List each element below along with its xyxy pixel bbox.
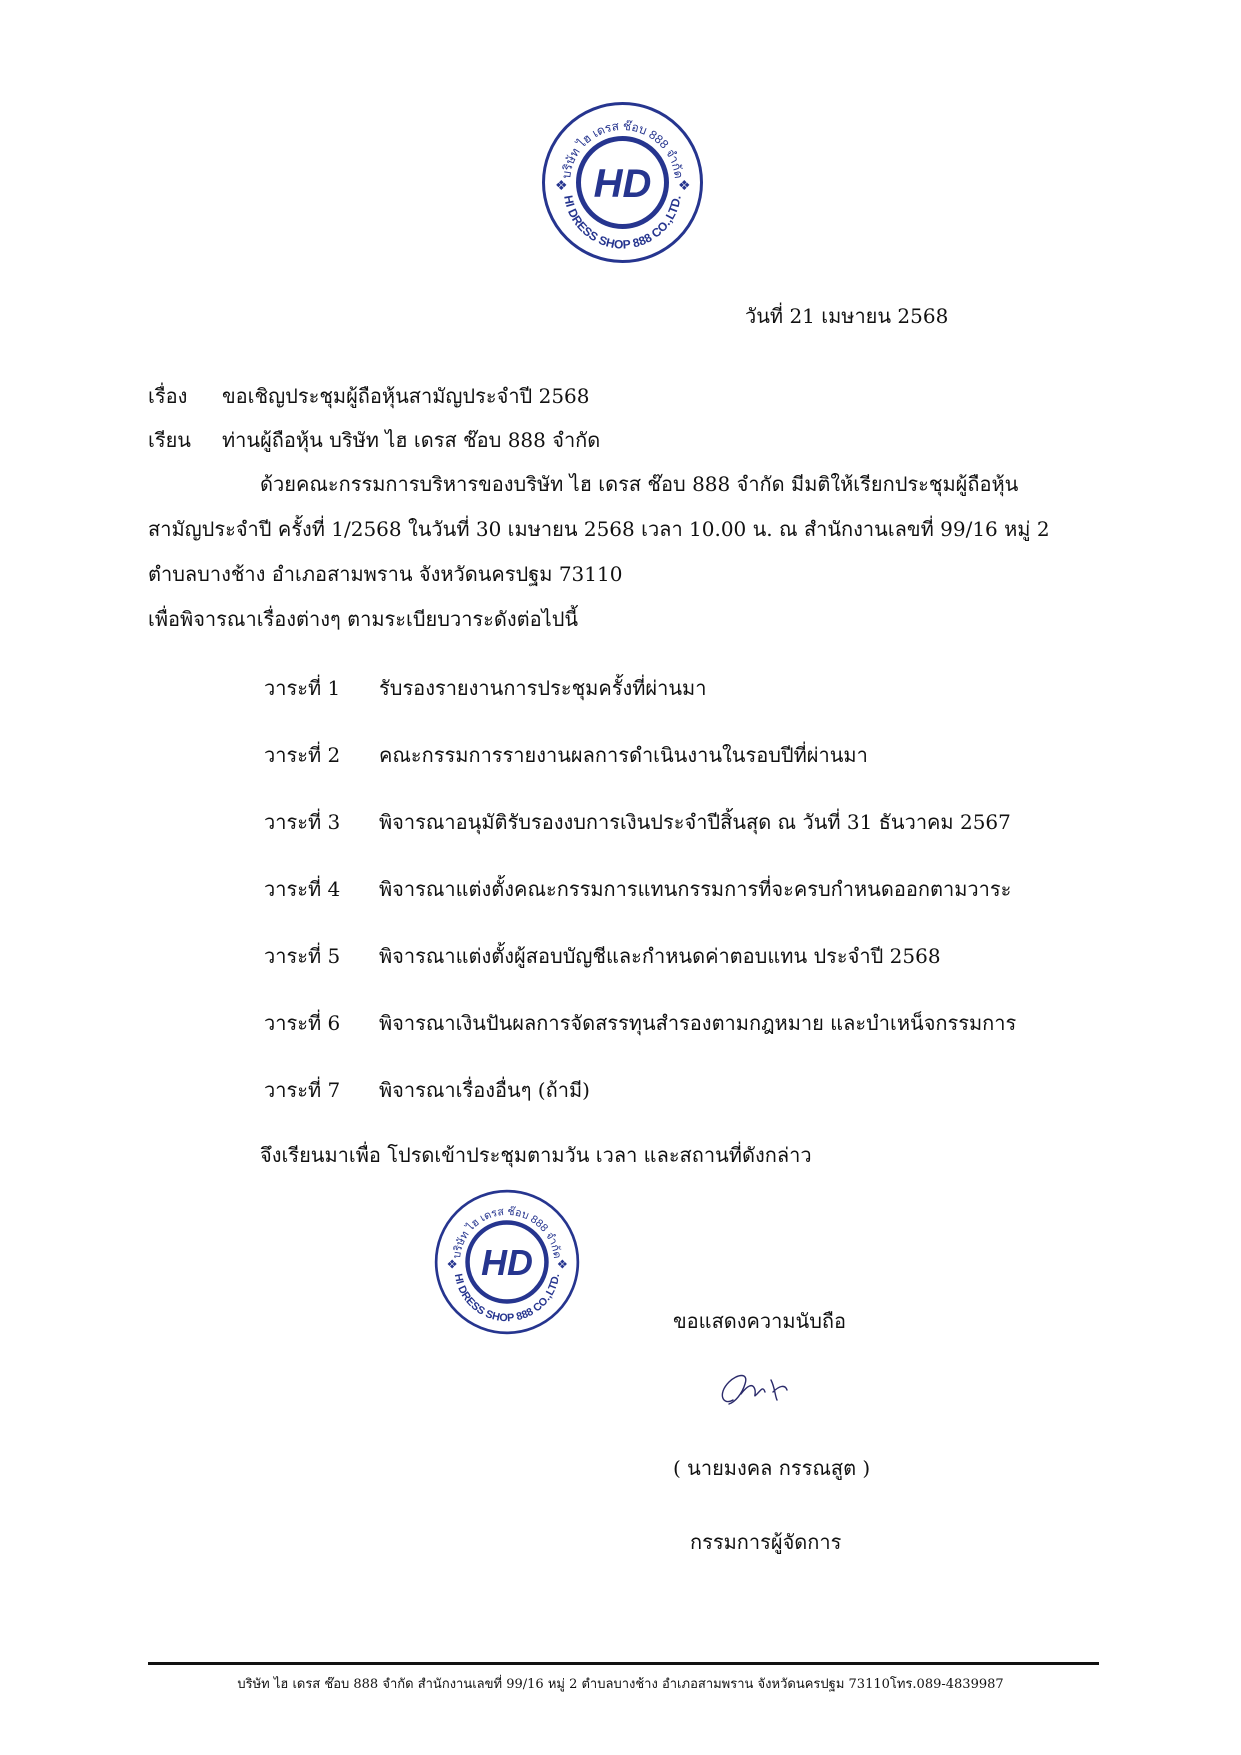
agenda-text: คณะกรรมการรายงานผลการดำเนินงานในรอบปีที่ผ่านมา [379, 743, 868, 767]
seal-flower-icon: ❖ [446, 1256, 458, 1272]
seal-logo-text: HD [593, 162, 652, 206]
agenda-number: วาระที่ 6 [264, 1011, 341, 1035]
signer-name: ( นายมงคล กรรณสูต ) [673, 1456, 871, 1480]
to-text: ท่านผู้ถือหุ้น บริษัท ไฮ เดรส ช๊อบ 888 จำกัด [222, 428, 601, 452]
signer-title: กรรมการผู้จัดการ [690, 1530, 842, 1554]
regards-text: ขอแสดงความนับถือ [673, 1309, 847, 1333]
to-label: เรียน [148, 428, 191, 452]
agenda-number: วาระที่ 7 [264, 1078, 341, 1102]
agenda-text: พิจารณาเรื่องอื่นๆ (ถ้ามี) [379, 1078, 590, 1102]
agenda-number: วาระที่ 2 [264, 743, 341, 767]
seal-ring-text-thai: บริษัท ไฮ เดรส ช๊อบ 888 จำกัด [450, 1205, 564, 1260]
agenda-number: วาระที่ 3 [264, 810, 341, 834]
signature [715, 1360, 805, 1420]
seal-ring-text-english: HI DRESS SHOP 888 CO.,LTD. [561, 194, 684, 252]
seal-ring-text-thai: บริษัท ไฮ เดรส ช๊อบ 888 จำกัด [559, 118, 686, 180]
subject-label: เรื่อง [148, 384, 188, 408]
seal-ring-text-english: HI DRESS SHOP 888 CO.,LTD. [451, 1272, 563, 1325]
seal-logo-text: HD [481, 1243, 533, 1284]
agenda-text: พิจารณาเงินปันผลการจัดสรรทุนสำรองตามกฎหมาย และบำเหน็จกรรมการ [379, 1011, 1017, 1035]
agenda-number: วาระที่ 1 [264, 676, 341, 700]
footer-divider [148, 1662, 1099, 1665]
agenda-number: วาระที่ 5 [264, 944, 341, 968]
agenda-text: พิจารณาแต่งตั้งคณะกรรมการแทนกรรมการที่จะครบกำหนดออกตามวาระ [379, 877, 1012, 901]
subject-text: ขอเชิญประชุมผู้ถือหุ้นสามัญประจำปี 2568 [222, 384, 590, 408]
agenda-number: วาระที่ 4 [264, 877, 341, 901]
body-line-3: ตำบลบางช้าง อำเภอสามพราน จังหวัดนครปฐม 73110 [148, 562, 623, 586]
agenda-text: พิจารณาแต่งตั้งผู้สอบบัญชีและกำหนดค่าตอบแทน ประจำปี 2568 [379, 944, 941, 968]
seal-flower-icon: ❖ [556, 1256, 569, 1272]
closing-text: จึงเรียนมาเพื่อ โปรดเข้าประชุมตามวัน เวลา และสถานที่ดังกล่าว [260, 1143, 812, 1167]
body-line-2: สามัญประจำปี ครั้งที่ 1/2568 ในวันที่ 30 เมษายน 2568 เวลา 10.00 น. ณ สำนักงานเลขที่ 99/16 หมู่ 2 [148, 517, 1050, 541]
agenda-text: รับรองรายงานการประชุมครั้งที่ผ่านมา [379, 676, 707, 700]
company-seal-bottom [433, 1188, 581, 1336]
body-line-4: เพื่อพิจารณาเรื่องต่างๆ ตามระเบียบวาระดังต่อไปนี้ [148, 607, 579, 631]
company-seal-top [540, 100, 705, 265]
date-line: วันที่ 21 เมษายน 2568 [745, 304, 949, 328]
seal-flower-icon: ❖ [678, 178, 691, 194]
seal-flower-icon: ❖ [555, 178, 568, 194]
footer-address: บริษัท ไฮ เดรส ช๊อบ 888 จำกัด สำนักงานเลขที่ 99/16 หมู่ 2 ตำบลบางช้าง อำเภอสามพราน จังหวัดนครปฐม 73110โทร.089-4839987 [237, 1677, 1004, 1692]
body-line-1: ด้วยคณะกรรมการบริหารของบริษัท ไฮ เดรส ช๊อบ 888 จำกัด มีมติให้เรียกประชุมผู้ถือหุ้น [260, 472, 1019, 496]
agenda-text: พิจารณาอนุมัติรับรองงบการเงินประจำปีสิ้นสุด ณ วันที่ 31 ธันวาคม 2567 [379, 810, 1011, 834]
